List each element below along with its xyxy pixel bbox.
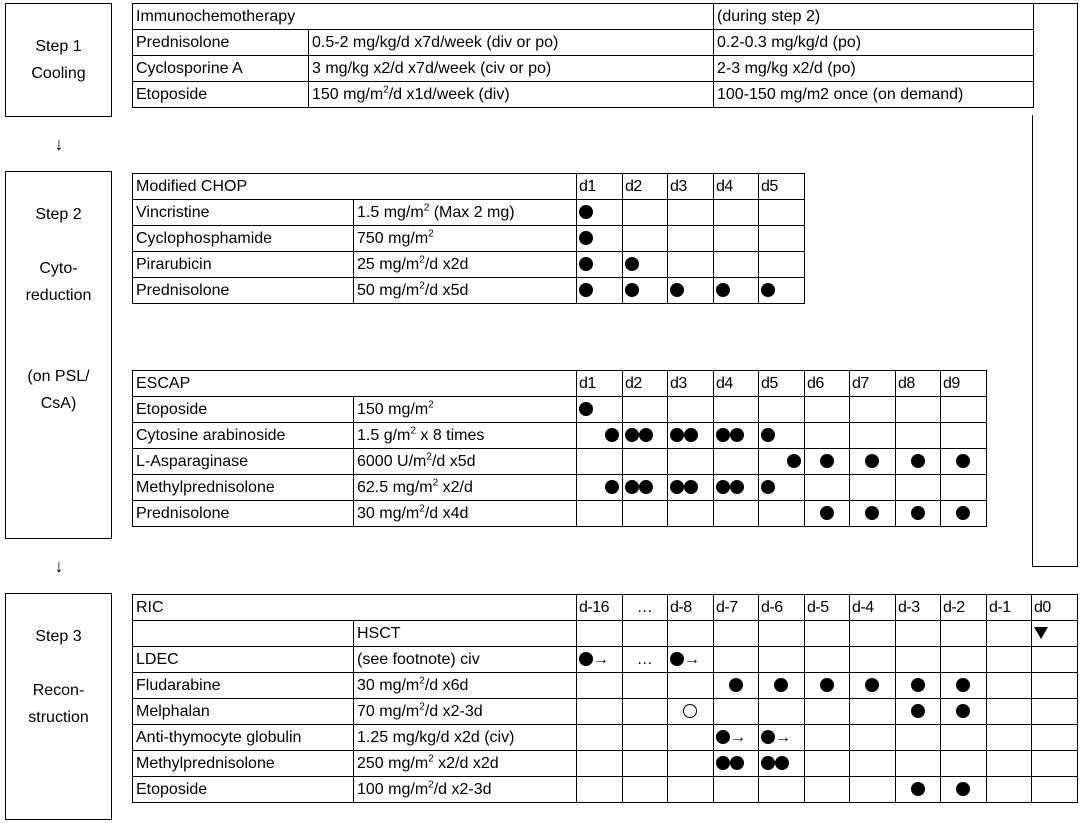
drug-name: Melphalan xyxy=(133,699,354,725)
dose-dot xyxy=(820,454,834,468)
dose-dot xyxy=(761,730,775,744)
drug-dose: 250 $mg/m^2$ x2/d x2d xyxy=(354,751,577,777)
maintenance-bracket-inner xyxy=(1032,115,1033,567)
chop-title: Modified CHOP xyxy=(133,174,577,200)
dose-dot xyxy=(911,506,925,520)
continuous-arrow-icon: → xyxy=(775,728,791,746)
table-row xyxy=(133,475,987,501)
drug-dose: 100 $mg/m^2/d$ x2-3d xyxy=(354,777,577,803)
day-header: … xyxy=(623,595,668,621)
dose-dot xyxy=(774,678,788,692)
dose-dot xyxy=(865,678,879,692)
drug-name: Methylprednisolone xyxy=(133,475,354,501)
dose-cell xyxy=(623,278,668,304)
step1-label: Step 1 xyxy=(35,38,82,55)
dose-cell xyxy=(941,699,987,725)
dose-cell xyxy=(668,647,714,673)
dose-cell xyxy=(896,777,941,803)
day-header: d0 xyxy=(1032,595,1078,621)
day-header: d-16 xyxy=(577,595,623,621)
table-row xyxy=(133,30,1034,56)
dose-cell xyxy=(577,278,623,304)
table-row xyxy=(133,621,1078,647)
dose-dot xyxy=(670,480,684,494)
dose-cell xyxy=(941,777,987,803)
dose-cell xyxy=(896,449,941,475)
dose-cell xyxy=(668,278,714,304)
dose-dot xyxy=(911,454,925,468)
day-header: d6 xyxy=(805,371,850,397)
drug-name: Fludarabine xyxy=(133,673,354,699)
dose-cell xyxy=(577,226,623,252)
drug-dose: 30 $mg/m^2/d$ x6d xyxy=(354,673,577,699)
dose-cell xyxy=(577,252,623,278)
hsct-label: HSCT xyxy=(354,621,577,647)
table-row xyxy=(133,200,805,226)
dose-dot xyxy=(761,283,775,297)
dose-cell xyxy=(759,423,805,449)
day-header: d1 xyxy=(577,371,623,397)
table-row xyxy=(133,647,1078,673)
dose-cell xyxy=(896,699,941,725)
dose-dot xyxy=(716,756,730,770)
dose-cell xyxy=(714,673,759,699)
day-header: d5 xyxy=(759,174,805,200)
maintenance-bracket-bottom xyxy=(1032,566,1078,567)
dose-cell xyxy=(941,673,987,699)
drug-name: Prednisolone xyxy=(133,30,309,56)
day-header: d7 xyxy=(850,371,896,397)
maintenance-dose: 100-150 mg/m2 once (on demand) xyxy=(714,82,1034,108)
arrow-down-icon: ↓ xyxy=(54,556,64,576)
dose-dot xyxy=(730,756,744,770)
dose-dot xyxy=(716,480,730,494)
drug-name: Cytosine arabinoside xyxy=(133,423,354,449)
drug-name: Cyclophosphamide xyxy=(133,226,354,252)
dose-dot xyxy=(761,480,775,494)
day-header: d9 xyxy=(941,371,987,397)
dose-dot xyxy=(625,283,639,297)
step2-note-b: CsA) xyxy=(40,395,77,412)
step2-name-b: reduction xyxy=(25,287,92,304)
table-row xyxy=(133,699,1078,725)
table-row xyxy=(133,595,1078,621)
drug-dose: 750 $mg/m^2$ xyxy=(354,226,577,252)
dose-cell xyxy=(577,475,623,501)
dose-cell xyxy=(714,725,759,751)
table-row xyxy=(133,423,987,449)
optional-dose-cell xyxy=(668,699,714,725)
table-row xyxy=(133,174,805,200)
drug-name: Etoposide xyxy=(133,397,354,423)
maintenance-bracket xyxy=(1032,3,1078,567)
drug-dose: 30 $mg/m^2/d$ x4d xyxy=(354,501,577,527)
drug-dose: 150 $mg/m^2/d$ x1d/week (div) xyxy=(309,82,714,108)
continuous-arrow-icon: → xyxy=(684,650,700,668)
drug-name: Methylprednisolone xyxy=(133,751,354,777)
drug-dose: 1.5 $g/m^2$ x 8 times xyxy=(354,423,577,449)
dose-dot xyxy=(670,428,684,442)
optional-dose-circle-icon xyxy=(683,704,697,718)
step2-name-a: Cyto- xyxy=(39,260,78,277)
dose-cell xyxy=(623,252,668,278)
step3-name-b: struction xyxy=(28,709,89,726)
table-row xyxy=(133,278,805,304)
drug-dose: 6000 $U/m^2/d$ x5d xyxy=(354,449,577,475)
table-row xyxy=(133,501,987,527)
table-row xyxy=(133,673,1078,699)
escap-title: ESCAP xyxy=(133,371,577,397)
drug-name: Prednisolone xyxy=(133,501,354,527)
dose-cell xyxy=(714,423,759,449)
dose-cell xyxy=(759,673,805,699)
dose-dot xyxy=(579,257,593,271)
day-header: d2 xyxy=(623,371,668,397)
dose-dot xyxy=(670,652,684,666)
dose-dot xyxy=(639,428,653,442)
dose-cell xyxy=(714,278,759,304)
drug-name: Anti-thymocyte globulin xyxy=(133,725,354,751)
hsct-cell xyxy=(1032,621,1078,647)
drug-dose: 62.5 $mg/m^2$ x2/d xyxy=(354,475,577,501)
dose-cell xyxy=(577,423,623,449)
maintenance-dose: 0.2-0.3 mg/kg/d (po) xyxy=(714,30,1034,56)
day-header: d-1 xyxy=(987,595,1032,621)
dose-cell xyxy=(850,449,896,475)
dose-dot xyxy=(684,428,698,442)
day-header: d3 xyxy=(668,371,714,397)
dose-dot xyxy=(761,428,775,442)
dose-dot xyxy=(579,283,593,297)
dose-dot xyxy=(716,730,730,744)
dose-dot xyxy=(579,402,593,416)
dose-cell xyxy=(577,200,623,226)
dose-dot xyxy=(625,428,639,442)
dose-cell xyxy=(805,501,850,527)
day-header: d2 xyxy=(623,174,668,200)
arrow-down-icon: ↓ xyxy=(54,134,64,154)
dose-dot xyxy=(730,480,744,494)
day-header: d-2 xyxy=(941,595,987,621)
dose-cell xyxy=(577,397,623,423)
day-header: d-5 xyxy=(805,595,850,621)
table-row xyxy=(133,252,805,278)
drug-name: Pirarubicin xyxy=(133,252,354,278)
day-header: d-6 xyxy=(759,595,805,621)
table-row xyxy=(133,226,805,252)
dose-dot xyxy=(775,756,789,770)
dose-cell xyxy=(759,278,805,304)
dose-dot xyxy=(865,454,879,468)
dose-dot xyxy=(729,678,743,692)
gap-cell: … xyxy=(623,647,668,673)
dose-dot xyxy=(716,428,730,442)
step3-label: Step 3 xyxy=(35,628,82,645)
dose-dot xyxy=(956,678,970,692)
escap-table xyxy=(132,370,987,527)
day-header: d3 xyxy=(668,174,714,200)
dose-cell xyxy=(668,475,714,501)
drug-dose: 0.5-2 mg/kg/d x7d/week (div or po) xyxy=(309,30,714,56)
dose-dot xyxy=(716,283,730,297)
step2-note-a: (on PSL/ xyxy=(27,368,90,385)
dose-dot xyxy=(956,506,970,520)
maintenance-dose: 2-3 mg/kg x2/d (po) xyxy=(714,56,1034,82)
drug-name: L-Asparaginase xyxy=(133,449,354,475)
drug-dose: 25 $mg/m^2/d$ x2d xyxy=(354,252,577,278)
step1-box xyxy=(5,3,112,117)
dose-cell xyxy=(759,725,805,751)
drug-dose: 1.5 $mg/m^2$ (Max 2 mg) xyxy=(354,200,577,226)
dose-cell xyxy=(850,501,896,527)
table-row xyxy=(133,777,1078,803)
dose-dot xyxy=(730,428,744,442)
table-row xyxy=(133,751,1078,777)
dose-dot xyxy=(625,257,639,271)
step1-name: Cooling xyxy=(31,65,86,82)
table-row xyxy=(133,397,987,423)
dose-cell xyxy=(896,673,941,699)
day-header: d4 xyxy=(714,371,759,397)
dose-dot xyxy=(639,480,653,494)
drug-dose: 1.25 mg/kg/d x2d (civ) xyxy=(354,725,577,751)
dose-dot xyxy=(787,454,801,468)
hsct-triangle-icon xyxy=(1034,627,1048,639)
drug-name: Etoposide xyxy=(133,82,309,108)
dose-dot xyxy=(956,782,970,796)
step2-label: Step 2 xyxy=(35,206,82,223)
table-row xyxy=(133,82,1034,108)
dose-cell xyxy=(805,449,850,475)
drug-dose: 50 $mg/m^2/d$ x5d xyxy=(354,278,577,304)
cooling-note: (during step 2) xyxy=(714,4,1034,30)
dose-cell xyxy=(714,475,759,501)
step3-box xyxy=(5,593,112,820)
dose-cell xyxy=(623,423,668,449)
dose-dot xyxy=(956,704,970,718)
dose-dot xyxy=(579,205,593,219)
dose-cell xyxy=(759,751,805,777)
dose-cell xyxy=(668,423,714,449)
drug-dose: 70 $mg/m^2/d$ x2-3d xyxy=(354,699,577,725)
drug-dose: 150 $mg/m^2$ xyxy=(354,397,577,423)
drug-name: Etoposide xyxy=(133,777,354,803)
day-header: d-8 xyxy=(668,595,714,621)
step2-box xyxy=(5,171,112,539)
continuous-arrow-icon: → xyxy=(593,650,609,668)
dose-cell xyxy=(714,751,759,777)
dose-dot xyxy=(865,506,879,520)
dose-cell xyxy=(623,475,668,501)
dose-cell xyxy=(577,647,623,673)
dose-dot xyxy=(911,782,925,796)
dose-dot xyxy=(911,704,925,718)
dose-dot xyxy=(579,231,593,245)
dose-dot xyxy=(761,756,775,770)
day-header: d1 xyxy=(577,174,623,200)
day-header: d-4 xyxy=(850,595,896,621)
dose-dot xyxy=(605,428,619,442)
dose-dot xyxy=(820,506,834,520)
drug-dose: (see footnote) civ xyxy=(354,647,577,673)
drug-name: Prednisolone xyxy=(133,278,354,304)
table-row xyxy=(133,56,1034,82)
table-row xyxy=(133,371,987,397)
dose-dot xyxy=(670,283,684,297)
dose-dot xyxy=(820,678,834,692)
continuous-arrow-icon: → xyxy=(730,728,746,746)
ric-table xyxy=(132,594,1078,803)
dose-cell xyxy=(896,501,941,527)
day-header: d-7 xyxy=(714,595,759,621)
ric-title: RIC xyxy=(133,595,577,621)
drug-name: Cyclosporine A xyxy=(133,56,309,82)
dose-cell xyxy=(759,449,805,475)
table-row xyxy=(133,725,1078,751)
dose-cell xyxy=(941,501,987,527)
cooling-title: Immunochemotherapy xyxy=(133,4,714,30)
dose-dot xyxy=(684,480,698,494)
day-header: d-3 xyxy=(896,595,941,621)
dose-dot xyxy=(625,480,639,494)
cooling-table xyxy=(132,3,1034,108)
dose-cell xyxy=(850,673,896,699)
dose-dot xyxy=(911,678,925,692)
drug-name: LDEC xyxy=(133,647,354,673)
drug-dose: 3 mg/kg x2/d x7d/week (civ or po) xyxy=(309,56,714,82)
dose-dot xyxy=(956,454,970,468)
dose-cell xyxy=(805,673,850,699)
chop-table xyxy=(132,173,805,304)
drug-name: Vincristine xyxy=(133,200,354,226)
day-header: d8 xyxy=(896,371,941,397)
dose-cell xyxy=(941,449,987,475)
dose-dot xyxy=(579,652,593,666)
table-row xyxy=(133,4,1034,30)
table-row xyxy=(133,449,987,475)
dose-dot xyxy=(605,480,619,494)
day-header: d5 xyxy=(759,371,805,397)
dose-cell xyxy=(759,475,805,501)
day-header: d4 xyxy=(714,174,759,200)
step3-name-a: Recon- xyxy=(32,682,85,699)
